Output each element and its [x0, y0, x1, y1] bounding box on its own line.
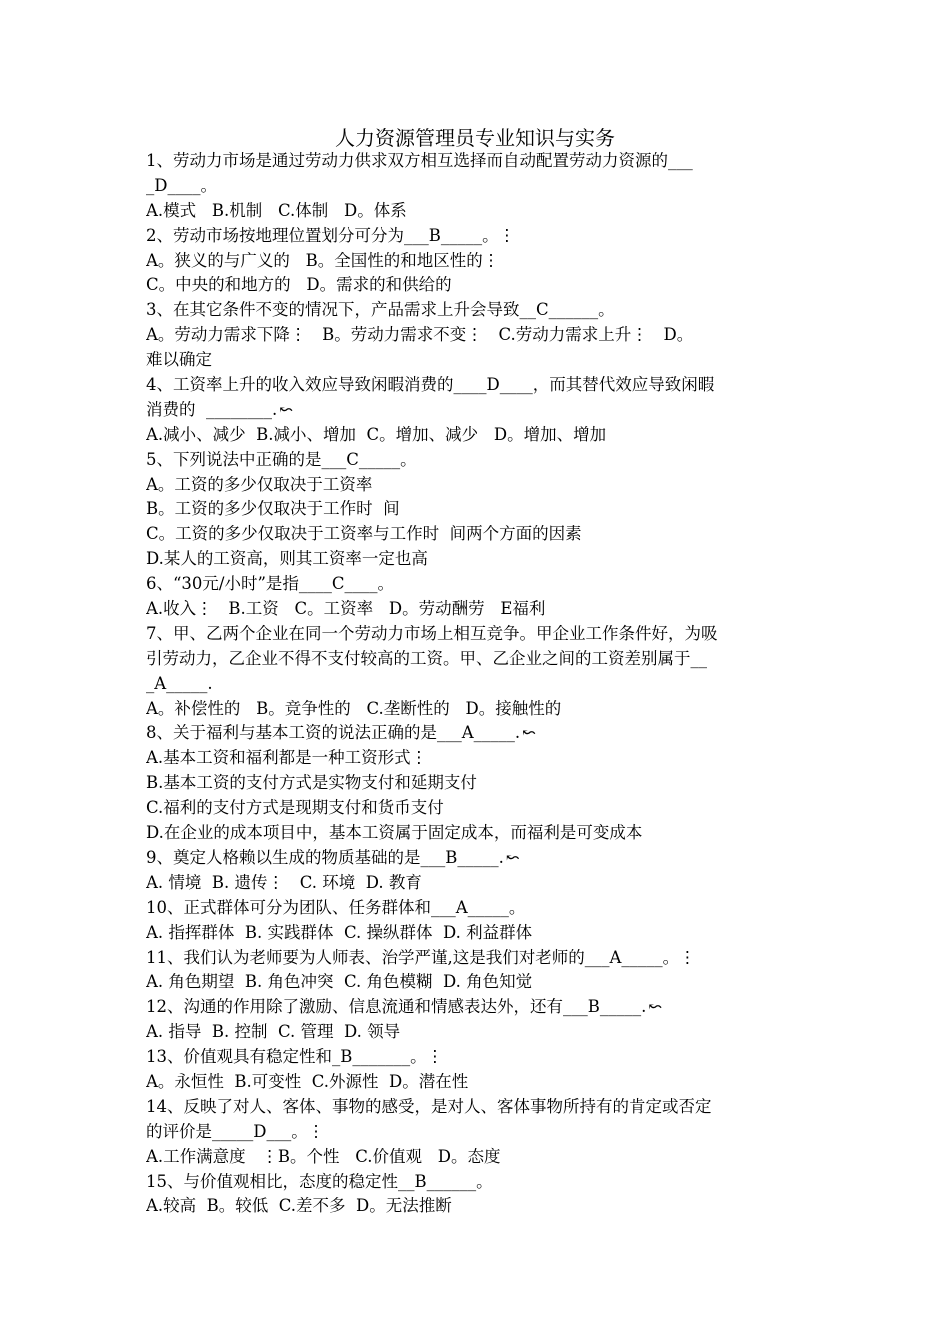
squiggle-icon: ↜ [505, 847, 520, 867]
text-line: 的评价是_____D___。⋮ [146, 1121, 325, 1141]
text-line: C。工资的多少仅取决于工资率与工作时 间两个方面的因素 [146, 524, 582, 544]
text-line-with-mark [146, 846, 826, 871]
text-line: A。补偿性的 B。竞争性的 C.垄断性的 D。接触性的 [146, 698, 562, 718]
text-line: A.收入⋮ B.工资 C。工资率 D。劳动酬劳 E福利 [146, 599, 546, 619]
text-line: B。工资的多少仅取决于工作时 间 [146, 499, 400, 519]
text-line: 2、劳动市场按地理位置划分可分为___B_____。⋮ [146, 225, 516, 245]
text-line: 15、与价值观相比，态度的稳定性__B______。 [146, 1171, 493, 1191]
text-line: A. 指导 B. 控制 C. 管理 D. 领导 [146, 1022, 401, 1042]
text-segment: 12、沟通的作用除了激励、信息流通和情感表达外，还有___B_____. [146, 997, 647, 1017]
text-line: A。永恒性 B.可变性 C.外源性 D。潜在性 [146, 1071, 469, 1091]
text-line: 5、下列说法中正确的是___C_____。 [146, 449, 417, 469]
text-line: 14、反映了对人、客体、事物的感受，是对人、客体事物所持有的肯定或否定 [146, 1096, 712, 1116]
text-line: C.福利的支付方式是现期支付和货币支付 [146, 798, 444, 818]
text-line: A.工作满意度 ⋮B。个性 C.价值观 D。态度 [146, 1146, 501, 1166]
text-line: A。劳动力需求下降⋮ B。劳动力需求不变⋮ C.劳动力需求上升⋮ D。 [146, 325, 694, 345]
text-line: A.模式 B.机制 C.体制 D。体系 [146, 200, 407, 220]
text-line: 1、劳动力市场是通过劳动力供求双方相互选择而自动配置劳动力资源的___ [146, 151, 693, 170]
document-title: 人力资源管理员专业知识与实务 [335, 126, 615, 150]
question-list [146, 149, 826, 1219]
text-segment: 消费的 ________. [146, 399, 278, 419]
text-line: 10、正式群体可分为团队、任务群体和___A_____。 [146, 897, 526, 917]
text-line: _A_____. [146, 673, 213, 693]
text-segment: 9、奠定人格赖以生成的物质基础的是___B_____. [146, 847, 504, 867]
text-line: 6、“30元/小时”是指____C____。 [146, 574, 395, 594]
text-line: D.某人的工资高，则其工资率一定也高 [146, 549, 428, 569]
text-line: A。工资的多少仅取决于工资率 [146, 474, 373, 494]
text-line: A.减小、减少 B.减小、增加 C。增加、减少 D。增加、增加 [146, 424, 607, 444]
text-line: 4、工资率上升的收入效应导致闲暇消费的____D____，而其替代效应导致闲暇 [146, 375, 715, 395]
squiggle-icon: ↜ [279, 399, 294, 419]
text-line: A。狭义的与广义的 B。全国性的和地区性的⋮ [146, 250, 500, 270]
squiggle-icon: ↜ [648, 997, 663, 1017]
text-line: _D____。 [146, 175, 217, 195]
text-line: D.在企业的成本项目中，基本工资属于固定成本，而福利是可变成本 [146, 823, 643, 843]
text-line: A.基本工资和福利都是一种工资形式⋮ [146, 748, 428, 768]
text-segment: 8、关于福利与基本工资的说法正确的是___A_____. [146, 723, 521, 743]
text-line: C。中央的和地方的 D。需求的和供给的 [146, 275, 452, 295]
text-line: 7、甲、乙两个企业在同一个劳动力市场上相互竞争。甲企业工作条件好，为吸 [146, 623, 718, 643]
text-line-with-mark [146, 995, 826, 1020]
text-line: B.基本工资的支付方式是实物支付和延期支付 [146, 773, 477, 793]
text-line-with-mark [146, 721, 826, 746]
text-line-with-mark [146, 398, 826, 423]
text-line: 13、价值观具有稳定性和_B_______。⋮ [146, 1047, 444, 1067]
text-line: 11、我们认为老师要为人师表、治学严谨,这是我们对老师的___A_____。⋮ [146, 947, 696, 967]
text-line: 3、在其它条件不变的情况下，产品需求上升会导致__C______。 [146, 300, 615, 320]
text-line: 难以确定 [146, 350, 212, 370]
text-line: A. 指挥群体 B. 实践群体 C. 操纵群体 D. 利益群体 [146, 922, 533, 942]
text-line: A.较高 B。较低 C.差不多 D。无法推断 [146, 1196, 452, 1216]
text-line: A. 角色期望 B. 角色冲突 C. 角色模糊 D. 角色知觉 [146, 972, 533, 992]
squiggle-icon: ↜ [522, 723, 536, 743]
text-line: 引劳动力，乙企业不得不支付较高的工资。甲、乙企业之间的工资差别属于__ [146, 648, 707, 668]
text-line: A. 情境 B. 遗传⋮ C. 环境 D. 教育 [146, 872, 422, 892]
